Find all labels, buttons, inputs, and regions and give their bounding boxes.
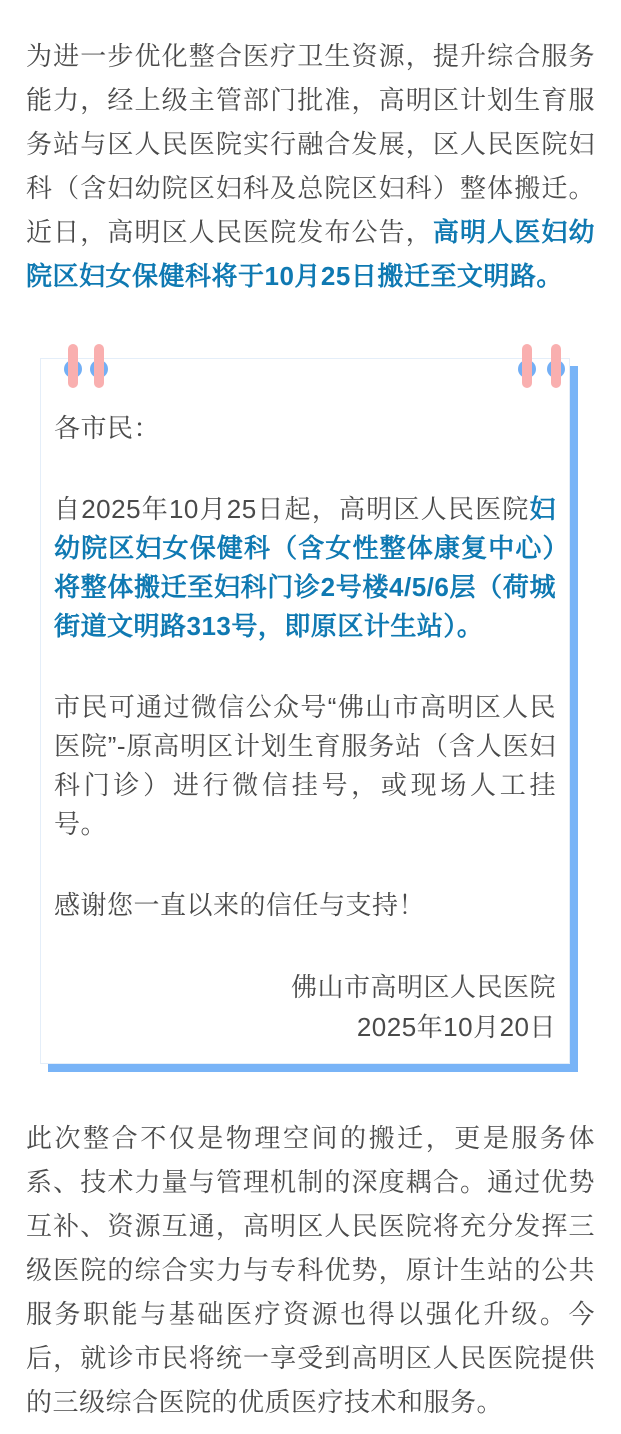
pushpin-icon: [547, 344, 565, 394]
notice-paragraph-move: [54, 490, 556, 646]
pin-dot: [90, 360, 108, 378]
signature-date: 2025年10月20日: [356, 1012, 556, 1042]
notice-move-highlight: 妇幼院区妇女保健科（含女性整体康复中心）将整体搬迁至妇科门诊2号楼4/5/6层（荷城街道文明路313号，即原区计生站）。: [54, 494, 556, 641]
pushpin-icon: [518, 344, 536, 394]
pin-bar: [94, 344, 104, 388]
pin-bar: [522, 344, 532, 388]
intro-highlight: 高明人医妇幼院区妇女保健科将于10月25日搬迁至文明路。: [26, 217, 595, 291]
pin-bar: [68, 344, 78, 388]
notice-paragraph-registration: 市民可通过微信公众号“佛山市高明区人民医院”-原高明区计划生育服务站（含人医妇科门诊）进行微信挂号，或现场人工挂号。: [54, 692, 556, 839]
pin-dot: [547, 360, 565, 378]
intro-text: 为进一步优化整合医疗卫生资源，提升综合服务能力，经上级主管部门批准，高明区计划生育服务站与区人民医院实行融合发展，区人民医院妇科（含妇幼院区妇科及总院区妇科）整体搬迁。近日，高明区人民医院发布公告，: [26, 41, 595, 247]
notice-paragraph-thanks: 感谢您一直以来的信任与支持！: [54, 890, 426, 920]
pushpin-icon: [90, 344, 108, 394]
pin-dot: [64, 360, 82, 378]
pin-dot: [518, 360, 536, 378]
intro-paragraph: [26, 34, 595, 298]
signature-hospital-name: 佛山市高明区人民医院: [290, 972, 556, 1002]
outro-paragraph: 此次整合不仅是物理空间的搬迁，更是服务体系、技术力量与管理机制的深度耦合。通过优势互补、资源互通，高明区人民医院将充分发挥三级医院的综合实力与专科优势，原计生站的公共服务职能与基础医疗资源也得以强化升级。今后，就诊市民将统一享受到高明区人民医院提供的三级综合医院的优质医疗技术和服务。: [26, 1123, 595, 1417]
notice-salutation: 各市民：: [54, 413, 161, 443]
pin-bar: [551, 344, 561, 388]
pushpin-icon: [64, 344, 82, 394]
notice-move-text: 自2025年10月25日起，高明区人民医院: [54, 494, 530, 524]
notice-card: [40, 358, 570, 1064]
